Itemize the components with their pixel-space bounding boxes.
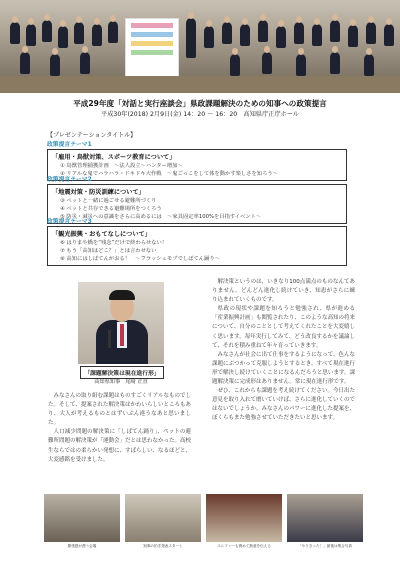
theme-item: ② リアルな鬼でハラハラ・ドキドキ大作戦 〜鬼ごっこをして体を動かす楽しさを知ろう〜 (60, 171, 278, 177)
portrait-caption: 「課題解決策は現在進行形」 (80, 366, 164, 379)
governor-portrait-photo (78, 282, 164, 364)
document-title: 平成29年度「対話と実行座談会」県政課題解決のための知事への政策提言 (73, 99, 327, 108)
top-meeting-photo (0, 0, 400, 93)
theme-2-title: 「地震対策・防災訓練について」 (52, 189, 145, 196)
theme-item: ④ ペットと共存できる避難場所をつくろう (60, 206, 162, 212)
theme-item: ① 鳥獣管理捕獲計画 〜法人設立〜ハンター増加〜 (60, 163, 183, 169)
theme-1-title: 「雇用・鳥獣対策、スポーツ教育について」 (52, 154, 176, 161)
presentation-heading: 【プレゼンテーションタイトル】 (47, 132, 137, 139)
portrait-name: 高知県知事 尾﨑 正直 (94, 379, 148, 385)
theme-3-box (47, 226, 347, 266)
paragraph: 解決策というのは、いきなり100点満点のものなんてありません。どんどん進化し続けていき、知恵がさらに練り込まれていくものです。 (212, 279, 355, 304)
paragraph: 県政の現状や課題を知ろうと勉強され、県が進める「産業振興計画」も閲覧されたり、このような高知の将来について、自分のこととして考えてくれたことを大変嬉しく思います。毎年実行してみて、どう改良するかを議論して、それを積み重ねて年々育っていきます。 (212, 306, 356, 349)
theme-3-label: 政策提言テーマ3 (47, 219, 92, 225)
right-column-text (212, 278, 355, 424)
paragraph: みなさんが社会に出て仕事をするようになって、色んな課題にぶつかって克服しようとするとき、すべて現在進行形で解決し続けていくことになるんだろうと思います。課題解決策に完成形はありません。常に現在進行形です。 (212, 351, 355, 386)
photo-caption: スニファーも務めて熱意を伝える (217, 544, 271, 548)
photo-caption: 知事の拍手発表スタート (143, 544, 183, 548)
paragraph: ぜひ、これからも課題を考え続けてください。今日出た意見を取り入れて磨いていけば、さらに進化していくのではないでしょうか。みなさんのパワーに進化した提案を、ぼくらもまた勉強させていただきたいと思います。 (212, 388, 356, 422)
document-subtitle: 平成30年(2018) 2月9日(金) 14：20 〜 16：20 高知県庁正庁ホール (101, 111, 299, 118)
left-column-text (48, 392, 191, 465)
governor-photo (125, 494, 201, 542)
theme-2-label: 政策提言テーマ2 (47, 177, 92, 183)
group-photo (287, 494, 363, 542)
theme-1-label: 政策提言テーマ1 (47, 142, 92, 148)
bottom-photo-strip (44, 494, 364, 554)
theme-item: ⑧ 高知にはしばてんがおる！ 〜フラッシュモブでしばてん踊り〜 (60, 256, 220, 262)
theme-item: ⑥ はりまや橋を“残念”だけで終わらせない！ (60, 240, 168, 246)
presentation-photo (206, 494, 282, 542)
photo-caption: 緊張感が漂う会場 (67, 544, 97, 548)
theme-item: ⑦ もう「高知はどこ？」とは言わせない (60, 248, 157, 254)
venue-photo (44, 494, 120, 542)
theme-item: ⑤ 防災・減災への意識をさらに高めるには 〜家具固定率100%を目指すイベント〜 (60, 214, 262, 220)
theme-3-section (47, 216, 367, 266)
theme-item: ③ ペットと一緒に過ごせる避難所づくり (60, 198, 157, 204)
photo-caption: 「やりきった！」最後は集合写真 (298, 544, 352, 548)
paragraph: 人口減少問題の解決策に「しばてん踊り」、ペットの避難所問題の解決策が「運動会」だとは思わなかった。高校生ならではの柔らかい発想に、すばらしい、なるほどと、大変感銘を受けました。 (48, 429, 192, 463)
event-banner-image (125, 18, 179, 78)
paragraph: みなさんの取り組む課題はものすごくリアルなものでした。そして、提案された解決策はかわいらしいところもあり、大人が考えるものとはずいぶん違うなあと思いました。 (48, 393, 191, 427)
theme-3-title: 「観光振興・おもてなしについて」 (52, 231, 151, 238)
